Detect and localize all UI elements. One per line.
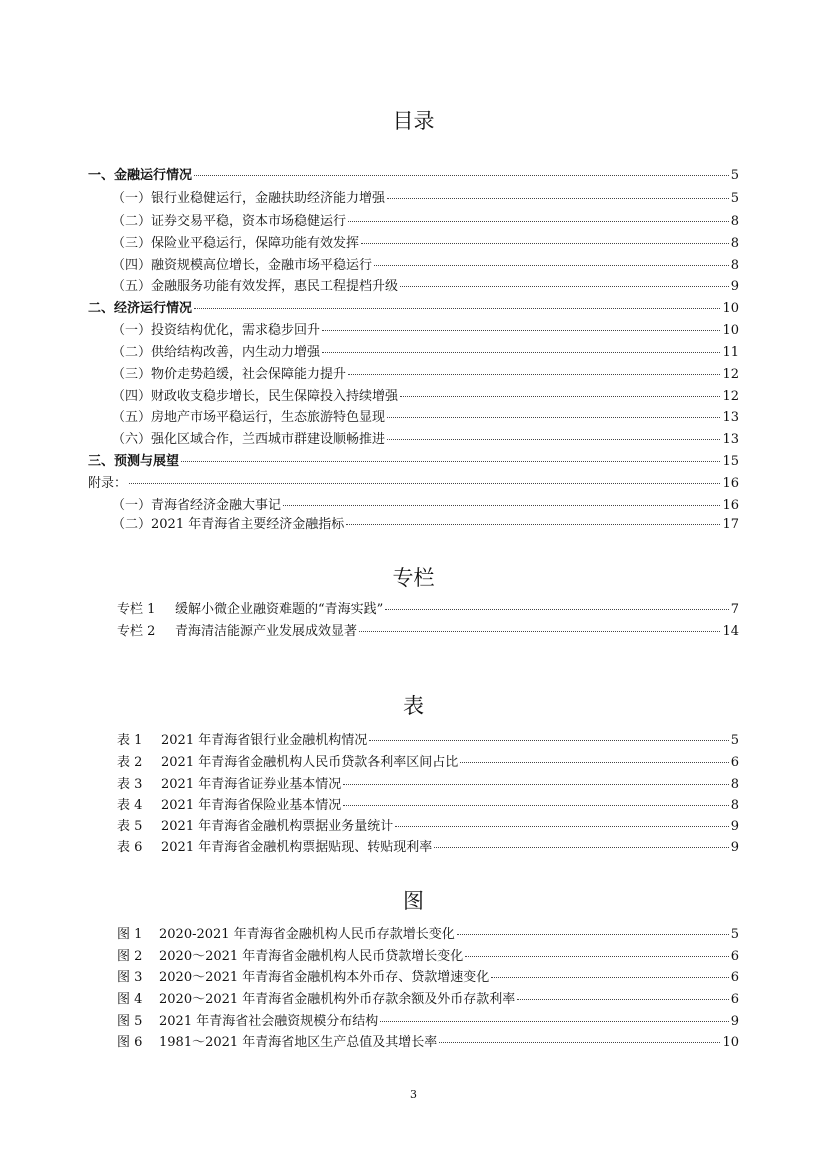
figure-page: 6 xyxy=(730,970,739,985)
figure-label: 1981～2021 年青海省地区生产总值及其增长率 xyxy=(159,1035,438,1050)
tables-heading: 表 xyxy=(403,694,424,718)
table-number: 表 1 xyxy=(117,733,143,748)
figure-page: 9 xyxy=(730,1014,739,1029)
dot-leader xyxy=(380,1021,729,1022)
toc-entry-label: （二）供给结构改善，内生动力增强 xyxy=(112,345,321,360)
table-label: 2021 年青海省银行业金融机构情况 xyxy=(161,733,368,748)
toc-entry-page: 10 xyxy=(722,323,739,338)
toc-entry[interactable] xyxy=(112,234,739,254)
page-number: 3 xyxy=(410,1088,417,1101)
dot-leader xyxy=(387,198,729,199)
column-label: 缓解小微企业融资难题的“青海实践” xyxy=(175,602,384,617)
dot-leader xyxy=(465,956,728,957)
dot-leader xyxy=(369,740,729,741)
dot-leader xyxy=(359,631,720,632)
toc-entry-page: 13 xyxy=(722,432,739,447)
toc-entry-page: 16 xyxy=(722,498,739,513)
table-number: 表 2 xyxy=(117,755,143,770)
table-number: 表 4 xyxy=(117,798,143,813)
toc-entry-label: 二、经济运行情况 xyxy=(88,301,193,316)
toc-entry-page: 13 xyxy=(722,410,739,425)
toc-entry-page: 8 xyxy=(730,258,739,273)
column-number: 专栏 1 xyxy=(117,602,156,617)
figure-page: 6 xyxy=(730,992,739,1007)
column-entry[interactable] xyxy=(117,600,739,620)
column-number: 专栏 2 xyxy=(117,624,156,639)
toc-entry-page: 12 xyxy=(722,389,739,404)
column-entry[interactable] xyxy=(117,622,739,642)
table-page: 9 xyxy=(730,840,739,855)
toc-entry-label: （五）金融服务功能有效发挥，惠民工程提档升级 xyxy=(112,279,399,294)
table-entry[interactable] xyxy=(117,753,739,773)
figure-number: 图 6 xyxy=(117,1035,143,1050)
toc-entry[interactable] xyxy=(88,299,739,319)
figure-number: 图 1 xyxy=(117,927,143,942)
toc-entry-label: （六）强化区域合作，兰西城市群建设顺畅推进 xyxy=(112,432,386,447)
dot-leader xyxy=(395,826,729,827)
toc-entry[interactable] xyxy=(112,277,739,297)
dot-leader xyxy=(343,784,729,785)
toc-entry-label: （二）证券交易平稳，资本市场稳健运行 xyxy=(112,214,347,229)
dot-leader xyxy=(129,483,720,484)
dot-leader xyxy=(434,847,729,848)
table-page: 8 xyxy=(730,798,739,813)
toc-entry-label: （三）物价走势趋缓，社会保障能力提升 xyxy=(112,367,347,382)
toc-entry-page: 5 xyxy=(730,168,739,183)
table-number: 表 5 xyxy=(117,819,143,834)
contents-heading: 目录 xyxy=(392,109,435,133)
toc-entry[interactable] xyxy=(88,474,739,494)
toc-entry[interactable] xyxy=(112,321,739,341)
table-number: 表 3 xyxy=(117,777,143,792)
dot-leader xyxy=(181,461,720,462)
dot-leader xyxy=(460,762,729,763)
figure-number: 图 3 xyxy=(117,970,143,985)
toc-entry-label: （五）房地产市场平稳运行，生态旅游特色显现 xyxy=(112,410,386,425)
dot-leader xyxy=(457,934,729,935)
toc-entry-page: 5 xyxy=(730,191,739,206)
toc-entry-label: （一）银行业稳健运行，金融扶助经济能力增强 xyxy=(112,191,386,206)
toc-entry-label: （三）保险业平稳运行，保障功能有效发挥 xyxy=(112,236,360,251)
toc-entry[interactable] xyxy=(112,189,739,209)
dot-leader xyxy=(400,286,729,287)
dot-leader xyxy=(361,243,729,244)
figure-label: 2020-2021 年青海省金融机构人民币存款增长变化 xyxy=(159,927,455,942)
toc-entry-label: （四）财政收支稳步增长，民生保障投入持续增强 xyxy=(112,389,399,404)
toc-entry-label: 一、金融运行情况 xyxy=(88,168,193,183)
figure-entry[interactable] xyxy=(117,968,739,988)
figure-label: 2020～2021 年青海省金融机构人民币贷款增长变化 xyxy=(159,949,464,964)
toc-entry-label: （一）投资结构优化，需求稳步回升 xyxy=(112,323,321,338)
dot-leader xyxy=(322,330,720,331)
toc-entry[interactable] xyxy=(112,387,739,407)
dot-leader xyxy=(374,265,729,266)
toc-entry-label: （四）融资规模高位增长，金融市场平稳运行 xyxy=(112,258,373,273)
table-page: 9 xyxy=(730,819,739,834)
dot-leader xyxy=(385,609,728,610)
toc-entry-label: （二）2021 年青海省主要经济金融指标 xyxy=(112,517,345,532)
table-label: 2021 年青海省保险业基本情况 xyxy=(161,798,342,813)
dot-leader xyxy=(400,396,720,397)
toc-entry[interactable] xyxy=(112,256,739,276)
dot-leader xyxy=(348,221,729,222)
figure-entry[interactable] xyxy=(117,925,739,945)
dot-leader xyxy=(283,505,720,506)
figure-label: 2020～2021 年青海省金融机构本外币存、贷款增速变化 xyxy=(159,970,490,985)
table-label: 2021 年青海省金融机构票据业务量统计 xyxy=(161,819,394,834)
dot-leader xyxy=(194,308,720,309)
dot-leader xyxy=(517,999,728,1000)
table-label: 2021 年青海省金融机构人民币贷款各利率区间占比 xyxy=(161,755,459,770)
table-number: 表 6 xyxy=(117,840,143,855)
dot-leader xyxy=(348,374,720,375)
figure-label: 2020～2021 年青海省金融机构外币存款余额及外币存款利率 xyxy=(159,992,516,1007)
toc-entry[interactable] xyxy=(112,496,739,516)
toc-entry-page: 15 xyxy=(722,454,739,469)
dot-leader xyxy=(343,805,729,806)
table-entry[interactable] xyxy=(117,796,739,816)
toc-entry[interactable] xyxy=(112,515,739,535)
toc-entry[interactable] xyxy=(88,166,739,186)
toc-entry-page: 12 xyxy=(722,367,739,382)
figures-heading: 图 xyxy=(403,889,424,913)
columns-heading: 专栏 xyxy=(392,566,435,590)
dot-leader xyxy=(387,439,720,440)
toc-entry-page: 10 xyxy=(722,301,739,316)
dot-leader xyxy=(194,175,729,176)
figure-number: 图 4 xyxy=(117,992,143,1007)
column-label: 青海清洁能源产业发展成效显著 xyxy=(175,624,358,639)
table-entry[interactable] xyxy=(117,817,739,837)
figure-page: 6 xyxy=(730,949,739,964)
toc-entry-page: 9 xyxy=(730,279,739,294)
table-page: 6 xyxy=(730,755,739,770)
toc-entry-page: 17 xyxy=(722,517,739,532)
column-page: 7 xyxy=(730,602,739,617)
dot-leader xyxy=(322,352,720,353)
column-page: 14 xyxy=(722,624,739,639)
table-entry[interactable] xyxy=(117,838,739,858)
toc-entry-label: 三、预测与展望 xyxy=(88,454,180,469)
dot-leader xyxy=(387,417,720,418)
toc-entry-page: 8 xyxy=(730,236,739,251)
toc-entry-label: （一）青海省经济金融大事记 xyxy=(112,498,282,513)
toc-entry-label: 附录： xyxy=(88,476,128,491)
dot-leader xyxy=(346,524,720,525)
dot-leader xyxy=(491,977,728,978)
table-label: 2021 年青海省证券业基本情况 xyxy=(161,777,342,792)
figure-entry[interactable] xyxy=(117,947,739,967)
figure-entry[interactable] xyxy=(117,990,739,1010)
toc-entry-page: 8 xyxy=(730,214,739,229)
toc-entry[interactable] xyxy=(112,212,739,232)
figure-page: 5 xyxy=(730,927,739,942)
table-label: 2021 年青海省金融机构票据贴现、转贴现利率 xyxy=(161,840,433,855)
figure-number: 图 2 xyxy=(117,949,143,964)
figure-number: 图 5 xyxy=(117,1014,143,1029)
toc-entry[interactable] xyxy=(88,452,739,472)
toc-entry[interactable] xyxy=(112,430,739,450)
toc-entry-page: 11 xyxy=(722,345,739,360)
toc-entry-page: 16 xyxy=(722,476,739,491)
toc-entry[interactable] xyxy=(112,408,739,428)
figure-entry[interactable] xyxy=(117,1012,739,1032)
figure-label: 2021 年青海省社会融资规模分布结构 xyxy=(159,1014,379,1029)
toc-entry[interactable] xyxy=(112,343,739,363)
figure-entry[interactable] xyxy=(117,1033,739,1053)
toc-entry[interactable] xyxy=(112,365,739,385)
table-entry[interactable] xyxy=(117,775,739,795)
figure-page: 10 xyxy=(722,1035,739,1050)
table-page: 5 xyxy=(730,733,739,748)
table-entry[interactable] xyxy=(117,731,739,751)
dot-leader xyxy=(439,1042,720,1043)
table-page: 8 xyxy=(730,777,739,792)
